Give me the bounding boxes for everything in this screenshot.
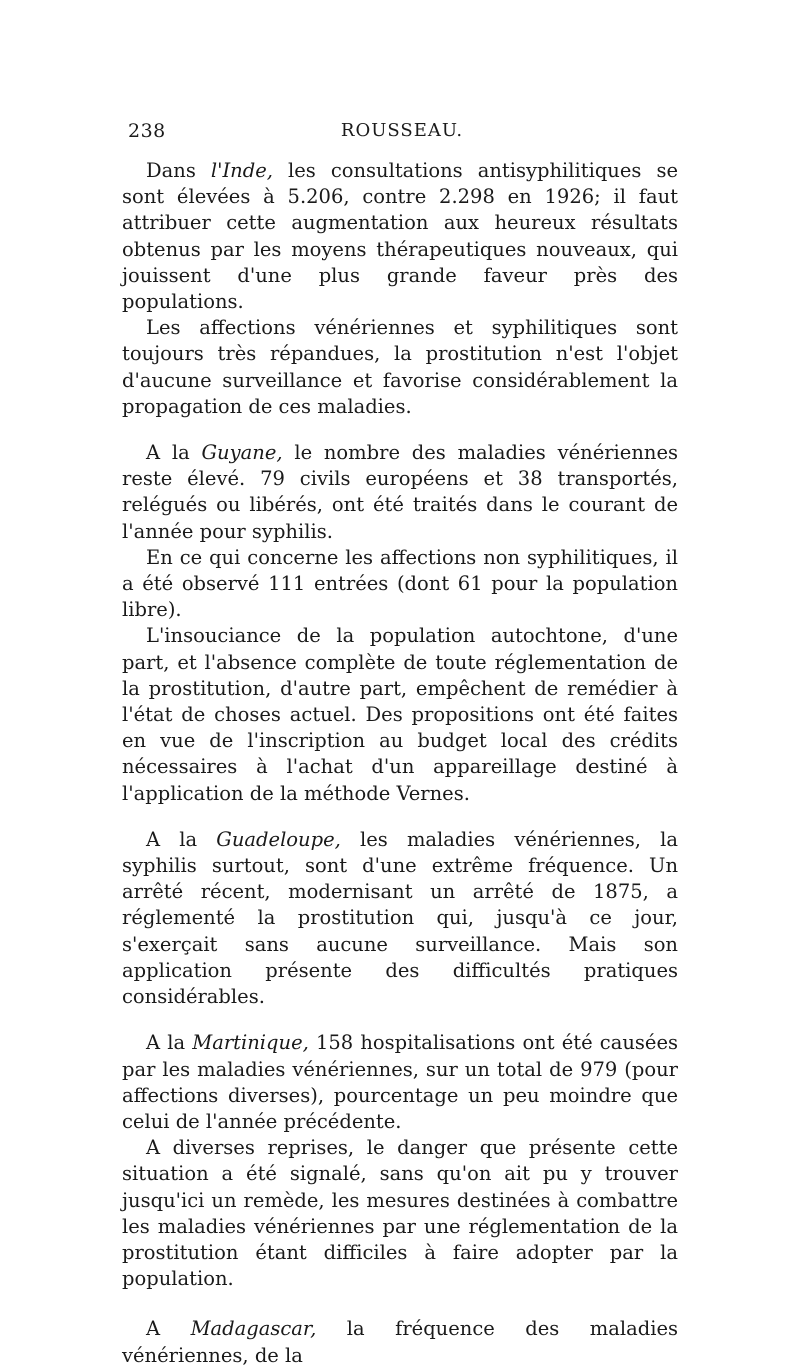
place-name-guyane: Guyane, bbox=[201, 441, 283, 465]
paragraph-inde-affections: Les affections vénériennes et syphilitiques sont toujours très répandues, la prostitution n'est l'objet d'aucune surveillance et favorise considérablement la propagation de ces maladies. bbox=[122, 316, 678, 418]
place-name-inde: l'Inde, bbox=[210, 159, 273, 182]
paragraph-body: les consultations antisyphilitiques se sont élevées à 5.206, contre 2.298 en 1926; il faut attribuer cette augmentation aux heureux résultats obtenus par les moyens thérapeutiques nouveaux, qui jouissent d'une plus grande faveur près des populations. bbox=[122, 159, 678, 314]
paragraph-body: les maladies vénériennes, la syphilis surtout, sont d'une extrême fréquence. Un arrêté récent, modernisant un arrêté de 1875, a réglementé la prostitution qui, jusqu'à ce jour, s'exerçait sans aucune surveillance. Mais son application présente des difficultés pratiques considérables. bbox=[122, 827, 678, 1009]
page-number: 238 bbox=[128, 120, 166, 142]
paragraph-lead: A bbox=[146, 1317, 191, 1341]
paragraph-lead: A la bbox=[146, 1031, 193, 1055]
place-name-martinique: Martinique, bbox=[192, 1031, 309, 1055]
paragraph-lead: A la bbox=[146, 827, 217, 851]
paragraph-guyane-non-syphilitiques: En ce qui concerne les affections non syphilitiques, il a été observé 111 entrées (dont 61 pour la population libre). bbox=[122, 545, 678, 622]
paragraph-guadeloupe bbox=[122, 827, 678, 1010]
page-header bbox=[128, 120, 676, 150]
place-name-guadeloupe: Guadeloupe, bbox=[216, 827, 341, 851]
running-head: ROUSSEAU. bbox=[340, 120, 464, 141]
paragraph-guyane bbox=[122, 440, 678, 545]
paragraph-body: la fréquence des maladies vénériennes, de la bbox=[122, 1317, 678, 1367]
body-text bbox=[122, 158, 678, 1369]
paragraph-body: 158 hospitalisations ont été causées par les maladies vénériennes, sur un total de 979 (pour affections diverses), pourcentage un peu moindre que celui de l'année précédente. bbox=[122, 1031, 679, 1133]
paragraph-lead: Dans bbox=[146, 159, 211, 182]
paragraph-madagascar bbox=[122, 1316, 678, 1368]
paragraph-body: le nombre des maladies vénériennes reste élevé. 79 civils européens et 38 transportés, relégués ou libérés, ont été traités dans le courant de l'année pour syphilis. bbox=[122, 441, 678, 543]
paragraph-guyane-insouciance: L'insouciance de la population autochtone, d'une part, et l'absence complète de toute réglementation de la prostitution, d'autre part, empêchent de remédier à l'état de choses actuel. Des propositions ont été faites en vue de l'inscription au budget local des crédits nécessaires à l'achat d'un appareillage destiné à l'application de la méthode Vernes. bbox=[122, 624, 678, 805]
paragraph-lead: A la bbox=[146, 441, 202, 465]
place-name-madagascar: Madagascar, bbox=[190, 1317, 317, 1341]
paragraph-inde bbox=[122, 158, 678, 315]
paragraph-martinique bbox=[122, 1030, 678, 1135]
paragraph-martinique-reprises: A diverses reprises, le danger que présente cette situation a été signalé, sans qu'on ait pu y trouver jusqu'ici un remède, les mesures destinées à combattre les maladies vénériennes par une réglementation de la prostitution étant difficiles à faire adopter par la population. bbox=[122, 1136, 678, 1291]
